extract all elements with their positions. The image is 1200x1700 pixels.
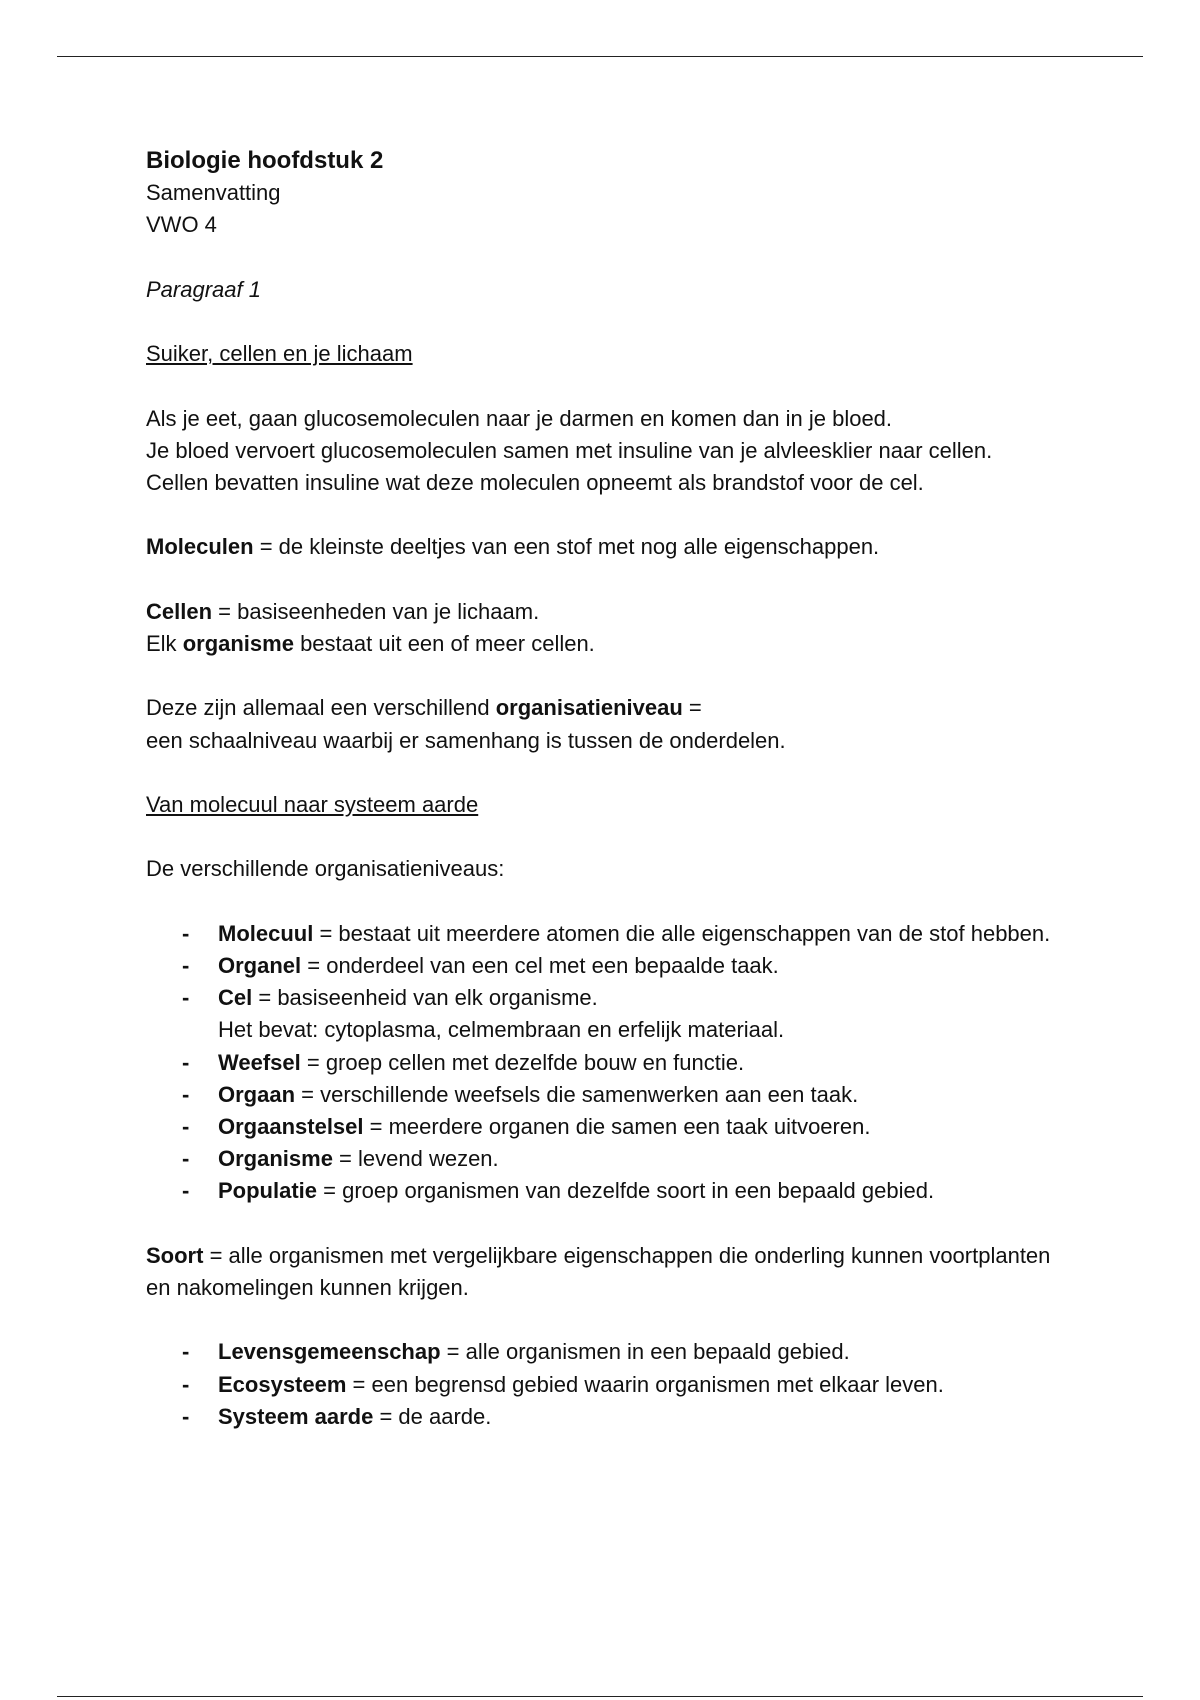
term: Systeem aarde (218, 1403, 374, 1429)
levels-intro: De verschillende organisatieniveaus: (146, 856, 505, 882)
definition-text: = alle organismen in een bepaald gebied. (440, 1339, 850, 1365)
term: Organel (218, 952, 302, 978)
list-item (146, 1369, 1066, 1401)
document-body (146, 145, 1066, 1433)
text: Elk (146, 630, 183, 656)
list-item (146, 1401, 1066, 1433)
bullet: - (182, 1113, 190, 1139)
term: Ecosysteem (218, 1371, 347, 1397)
bullet: - (182, 1146, 190, 1172)
definition-extra: Het bevat: cytoplasma, celmembraan en erfelijk materiaal. (218, 1017, 785, 1043)
bullet: - (182, 1403, 190, 1429)
definition-organisatieniveau (146, 692, 1066, 724)
intro-line: Cellen bevatten insuline wat deze moleculen opneemt als brandstof voor de cel. (146, 469, 924, 495)
section-heading-systeem-aarde: Van molecuul naar systeem aarde (146, 791, 479, 817)
bullet: - (182, 985, 190, 1011)
definition-text: = de aarde. (373, 1403, 492, 1429)
definition-text: = basiseenheid van elk organisme. (252, 985, 598, 1011)
definition-moleculen (146, 531, 1066, 563)
list-item (146, 918, 1066, 950)
list-item (146, 1175, 1066, 1207)
paragraph-label: Paragraaf 1 (146, 276, 261, 302)
term: Moleculen (146, 534, 254, 560)
document-title: Biologie hoofdstuk 2 (146, 147, 384, 174)
term: Orgaan (218, 1081, 296, 1107)
definition-text: = bestaat uit meerdere atomen die alle eigenschappen van de stof hebben. (313, 920, 1051, 946)
definition-text: = groep cellen met dezelfde bouw en functie. (300, 1049, 745, 1075)
intro-line: Als je eet, gaan glucosemoleculen naar je darmen en komen dan in je bloed. (146, 405, 893, 431)
bullet: - (182, 1339, 190, 1365)
definition-text: = meerdere organen die samen een taak uitvoeren. (363, 1113, 871, 1139)
list-item (146, 1047, 1066, 1079)
term: Levensgemeenschap (218, 1339, 441, 1365)
term: Organisme (218, 1146, 333, 1172)
definition-cellen (146, 596, 1066, 628)
organization-levels-list (146, 918, 1066, 1208)
definition-text: = onderdeel van een cel met een bepaalde taak. (301, 952, 779, 978)
term: Populatie (218, 1178, 318, 1204)
footer-rule (57, 1696, 1143, 1697)
term: Cel (218, 985, 253, 1011)
bullet: - (182, 952, 190, 978)
text: = (682, 695, 702, 721)
definition-text: = groep organismen van dezelfde soort in een bepaald gebied. (317, 1178, 935, 1204)
list-item (146, 1079, 1066, 1111)
term: organisme (182, 630, 294, 656)
term: Cellen (146, 598, 213, 624)
term: organisatieniveau (495, 695, 683, 721)
term: Orgaanstelsel (218, 1113, 364, 1139)
text: Deze zijn allemaal een verschillend (146, 695, 496, 721)
term: Weefsel (218, 1049, 301, 1075)
bullet: - (182, 920, 190, 946)
definition-text: = basiseenheden van je lichaam. (212, 598, 540, 624)
list-item (146, 1111, 1066, 1143)
organisme-line (146, 628, 1066, 660)
bullet: - (182, 1081, 190, 1107)
definition-text: = een begrensd gebied waarin organismen met elkaar leven. (346, 1371, 944, 1397)
higher-levels-list (146, 1336, 1066, 1433)
bullet: - (182, 1178, 190, 1204)
term: Molecuul (218, 920, 314, 946)
definition-text: = de kleinste deeltjes van een stof met nog alle eigenschappen. (253, 534, 880, 560)
intro-line: Je bloed vervoert glucosemoleculen samen met insuline van je alvleesklier naar cellen. (146, 437, 993, 463)
list-item (146, 950, 1066, 982)
document-level: VWO 4 (146, 212, 217, 238)
list-item (146, 982, 1066, 1046)
header-rule (57, 56, 1143, 57)
organisatieniveau-continuation: een schaalniveau waarbij er samenhang is tussen de onderdelen. (146, 727, 786, 753)
list-item (146, 1336, 1066, 1368)
definition-text: = alle organismen met vergelijkbare eigenschappen die onderling kunnen voortplanten en nakomelingen kunnen krijgen. (146, 1242, 1057, 1300)
definition-text: = verschillende weefsels die samenwerken aan een taak. (295, 1081, 859, 1107)
definition-text: = levend wezen. (332, 1146, 499, 1172)
text: bestaat uit een of meer cellen. (293, 630, 595, 656)
term: Soort (146, 1242, 204, 1268)
bullet: - (182, 1371, 190, 1397)
section-heading-suiker: Suiker, cellen en je lichaam (146, 341, 413, 367)
document-subtitle: Samenvatting (146, 180, 281, 206)
bullet: - (182, 1049, 190, 1075)
definition-soort (146, 1240, 1066, 1304)
list-item (146, 1143, 1066, 1175)
